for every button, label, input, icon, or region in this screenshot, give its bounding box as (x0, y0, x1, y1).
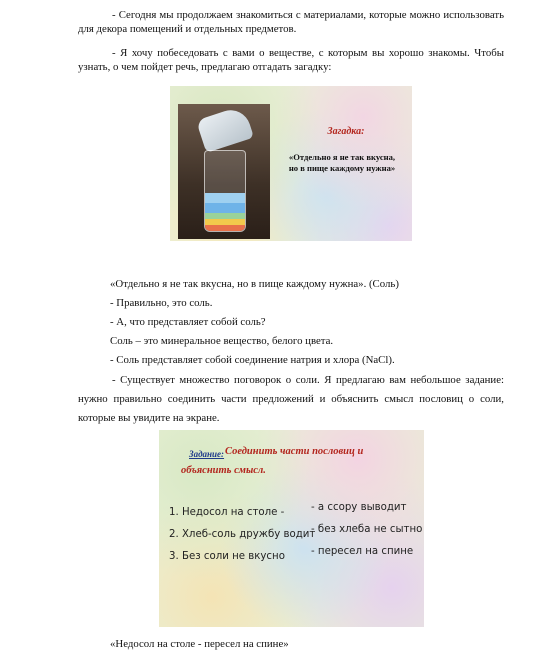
proverb-endings (311, 497, 422, 563)
dialogue-line-1: - Правильно, это соль. (110, 297, 213, 309)
pouring-cup-icon (196, 105, 254, 153)
proverb-answer: «Недосол на столе - пересел на спине» (110, 638, 289, 650)
riddle-title: Загадка: (327, 126, 365, 137)
proverb-end-1: - а ссору выводит (311, 502, 407, 513)
proverb-end-3: - пересел на спине (311, 546, 414, 557)
task-title-line-1: Соединить части пословиц и (225, 446, 364, 457)
dialogue-line-4: - Соль представляет собой соединение натрия и хлора (NaCl). (110, 354, 395, 366)
task-label: Задание: (189, 449, 225, 459)
paragraph-riddle-intro: - Я хочу побеседовать с вами о веществе, с которым вы хорошо знакомы. Чтобы узнать, о чем пойдет речь, предлагаю отгадать загадку: (78, 47, 504, 73)
proverb-end-2: - без хлеба не сытно (311, 524, 423, 535)
riddle-line-1: «Отдельно я не так вкусна, (288, 152, 396, 162)
proverb-beginnings (169, 502, 315, 568)
riddle-text (276, 152, 408, 174)
paragraph-intro: - Сегодня мы продолжаем знакомиться с материалами, которые можно использовать для декора помещений и отдельных предметов. (78, 9, 504, 35)
salt-jar-icon (204, 150, 246, 232)
task-title-line-2: объяснить смысл. (181, 465, 266, 476)
task-slide (159, 430, 424, 627)
riddle-line-2: но в пище каждому нужна» (288, 163, 396, 173)
salt-jar-photo (178, 104, 270, 239)
riddle-answer: «Отдельно я не так вкусна, но в пище каждому нужна». (Соль) (110, 278, 399, 290)
proverb-start-3: 3. Без соли не вкусно (169, 551, 285, 562)
riddle-slide (170, 86, 412, 241)
dialogue-line-2: - А, что представляет собой соль? (110, 316, 266, 328)
dialogue-line-3: Соль – это минеральное вещество, белого цвета. (110, 335, 334, 347)
proverb-start-1: 1. Недосол на столе - (169, 507, 285, 518)
proverb-start-2: 2. Хлеб-соль дружбу водит (169, 529, 316, 540)
paragraph-task: - Существует множество поговорок о соли. Я предлагаю вам небольшое задание: нужно правильно соединить части предложений и объяснить смысл пословиц о соли, которые вы увидите на экране. (78, 374, 504, 424)
